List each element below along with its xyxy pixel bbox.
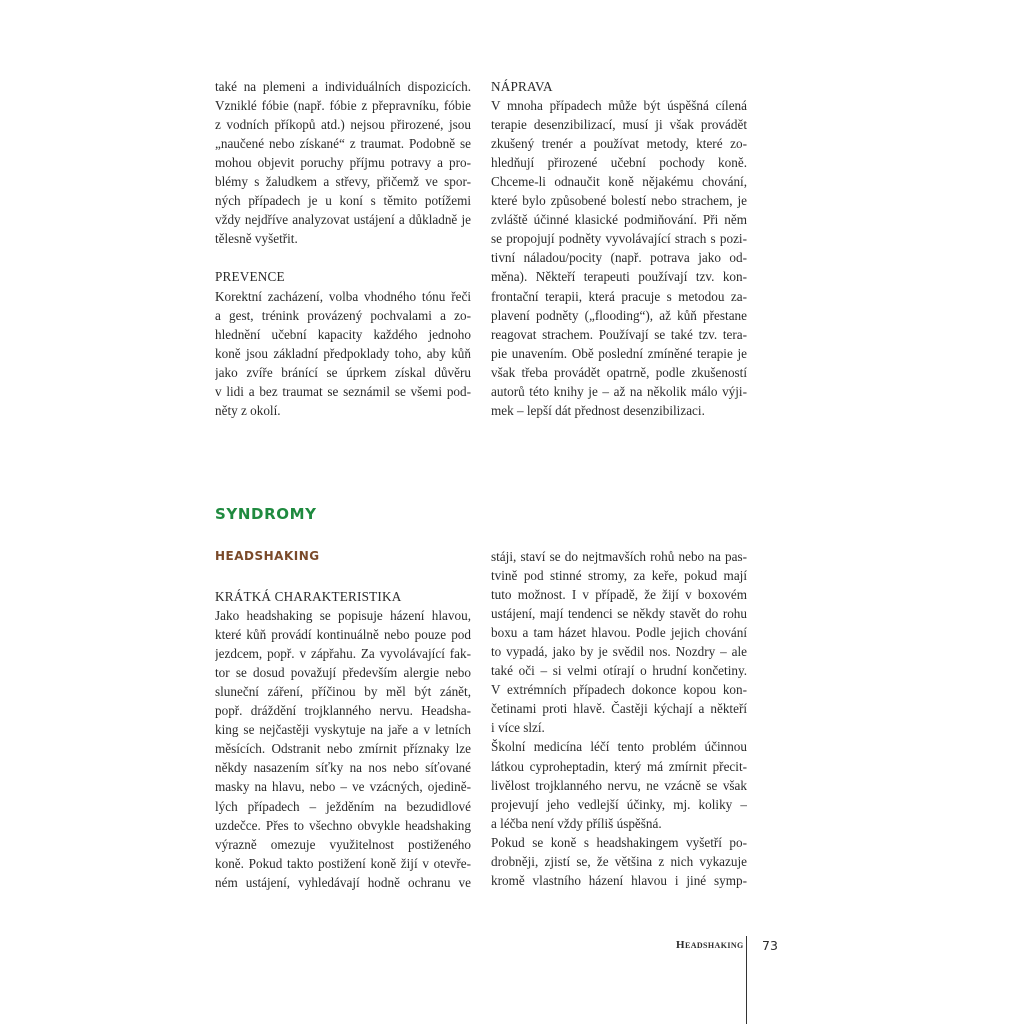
text-line: také oči – si velmi otírají o hrudní končetiny. bbox=[491, 663, 747, 679]
text-line: kromě vlastního házení hlavou i jiné symp- bbox=[491, 872, 747, 888]
text-line: i více slzí. bbox=[491, 720, 545, 736]
section-title: SYNDROMY bbox=[215, 505, 317, 523]
text-line: to vypadá, jako by je svědil nos. Nozdry – ale bbox=[491, 644, 747, 660]
folio-divider bbox=[746, 936, 747, 1024]
text-line: mek – lepší dát přednost desenzibilizaci. bbox=[491, 402, 705, 418]
top-right-column bbox=[491, 77, 747, 420]
characteristic-heading: KRÁTKÁ CHARAKTERISTIKA bbox=[215, 589, 402, 604]
text-line: ných případech je u koní s těmito potížemi bbox=[215, 193, 471, 209]
text-line: tivní náladou/pocity (např. potrava jako od- bbox=[491, 250, 747, 266]
text-line: koně. Pokud takto postižení koně žijí v otevře- bbox=[215, 855, 471, 871]
text-line: autorů této knihy je – až na několik málo výji- bbox=[491, 383, 747, 399]
naprava-heading: NÁPRAVA bbox=[491, 79, 553, 94]
text-line: někdy nasazením síťky na nos nebo síťované bbox=[215, 760, 471, 776]
text-line: tuto možnost. I v případě, že žijí v boxovém bbox=[491, 587, 747, 603]
text-line: mohou objevit poruchy příjmu potravy a pro- bbox=[215, 155, 471, 171]
text-line: zkušený trenér a používat metody, které zo- bbox=[491, 136, 747, 152]
text-line: hledňují přirozené učební pochody koně. bbox=[491, 155, 747, 171]
paragraph-treatment bbox=[491, 737, 747, 832]
top-left-column bbox=[215, 77, 471, 420]
text-line: Chceme-li odnaučit koně nějakému chování, bbox=[491, 174, 747, 190]
text-line: měna). Někteří terapeuti používají tzv. kon- bbox=[491, 269, 747, 285]
text-line: lých případech – ježděním na bezudidlové bbox=[215, 798, 471, 814]
text-line: v lidi a bez traumat se seznámil se všemi pod- bbox=[215, 383, 471, 399]
text-line: se propojují podněty vyvolávající strach s pozi- bbox=[491, 231, 747, 247]
text-line: popř. dráždění trojklanného nervu. Headsha- bbox=[215, 703, 471, 719]
text-line: Jako headshaking se popisuje házení hlavou, bbox=[215, 608, 471, 624]
paragraph-intro bbox=[215, 77, 471, 248]
text-line: projevují jeho vedlejší účinky, mj. koliky – bbox=[491, 796, 747, 812]
text-line: hlednění učební kapacity každého jednoho bbox=[215, 326, 471, 342]
text-line: které kůň provádí kontinuálně nebo pouze pod bbox=[215, 627, 471, 643]
text-line: něty z okolí. bbox=[215, 402, 281, 418]
text-line: však třeba provádět opatrně, podle zkušeností bbox=[491, 364, 747, 380]
text-line: „naučené nebo získané“ z traumat. Podobně se bbox=[215, 136, 471, 152]
text-line: reagovat strachem. Používají se také tzv. tera- bbox=[491, 326, 747, 342]
text-line: livělost trojklanného nervu, ne vzácně se však bbox=[491, 777, 747, 793]
page-number: 73 bbox=[762, 938, 778, 953]
text-line: výrazně omezuje využitelnost postiženého bbox=[215, 836, 471, 852]
bottom-right-column bbox=[491, 547, 747, 890]
text-line: zvláště účinné klasické podmiňování. Při něm bbox=[491, 212, 747, 228]
text-line: stáji, staví se do nejtmavších rohů nebo na pas- bbox=[491, 549, 747, 564]
text-line: Pokud se koně s headshakingem vyšetří po- bbox=[491, 834, 747, 850]
text-line: V extrémních případech dokonce kopou kon- bbox=[491, 682, 747, 698]
subsection-title: HEADSHAKING bbox=[215, 549, 320, 563]
running-head: Headshaking bbox=[676, 939, 744, 951]
text-line: látkou cyproheptadin, který má zmírnit přecit- bbox=[491, 758, 747, 774]
text-line: také na plemeni a individuálních dispozicích. bbox=[215, 79, 471, 94]
text-line: četinami proti hlavě. Častěji kýchají a někteří bbox=[491, 701, 747, 717]
text-line: tor se dosud považují především alergie nebo bbox=[215, 665, 471, 681]
text-line: Školní medicína léčí tento problém účinnou bbox=[491, 739, 747, 755]
paragraph-examination bbox=[491, 833, 747, 890]
paragraph-prevence bbox=[215, 287, 471, 420]
text-line: masky na hlavu, nebo – ve vzácných, ojedině- bbox=[215, 779, 471, 795]
text-line: blémy s žaludkem a střevy, přičemž ve spor- bbox=[215, 174, 471, 190]
text-line: které bylo způsobené bolestí nebo strachem, je bbox=[491, 193, 747, 209]
text-line: drobněji, zjistí se, že většina z nich vykazuje bbox=[491, 853, 747, 869]
text-line: sluneční záření, příčinou by měl být zánět, bbox=[215, 684, 471, 700]
text-line: měsících. Odstranit nebo zmírnit příznaky lze bbox=[215, 741, 471, 757]
bottom-left-column bbox=[215, 587, 471, 892]
text-line: terapie desenzibilizací, musí ji však provádět bbox=[491, 117, 747, 133]
text-line: tělesně vyšetřit. bbox=[215, 231, 298, 247]
prevence-heading: PREVENCE bbox=[215, 269, 285, 285]
text-line: vždy nejdříve analyzovat ustájení a důkladně je bbox=[215, 212, 471, 228]
text-line: ustájení, mají tendenci se někdy stavět do rohu bbox=[491, 606, 747, 622]
text-line: ném ustájení, vyhledávají hodně ochranu ve bbox=[215, 874, 471, 890]
text-line: king se nejčastěji vyskytuje na jaře a v letních bbox=[215, 722, 471, 738]
text-line: jezdcem, popř. v zápřahu. Za vyvolávající fak- bbox=[215, 646, 471, 662]
text-line: jako zvíře bránící se úprkem získal důvěru bbox=[215, 364, 471, 380]
text-line: Korektní zacházení, volba vhodného tónu řeči bbox=[215, 288, 471, 304]
paragraph-characteristic bbox=[215, 606, 471, 892]
paragraph-symptoms bbox=[491, 547, 747, 737]
text-line: a gest, trénink provázený pochvalami a zo- bbox=[215, 307, 471, 323]
paragraph-naprava bbox=[491, 96, 747, 420]
text-line: uzdečce. Přes to všechno obvykle headshaking bbox=[215, 817, 471, 833]
text-line: frontační terapii, která pracuje s metodou za- bbox=[491, 288, 747, 304]
text-line: tvině pod stinné stromy, za keře, pokud mají bbox=[491, 568, 747, 584]
text-line: a léčba není vždy příliš úspěšná. bbox=[491, 815, 662, 831]
text-line: pie unavením. Obě poslední zmíněné terapie je bbox=[491, 345, 747, 361]
text-line: Vzniklé fóbie (např. fóbie z přepravníku, fóbie bbox=[215, 98, 471, 114]
text-line: plavení podněty („flooding“), až kůň přestane bbox=[491, 307, 747, 323]
text-line: V mnoha případech může být úspěšná cílená bbox=[491, 98, 747, 114]
text-line: z vodních příkopů atd.) nejsou přirozené, jsou bbox=[215, 117, 471, 133]
text-line: koně jsou základní předpoklady toho, aby kůň bbox=[215, 345, 471, 361]
text-line: boxu a tam házet hlavou. Podle jejich chování bbox=[491, 625, 747, 641]
